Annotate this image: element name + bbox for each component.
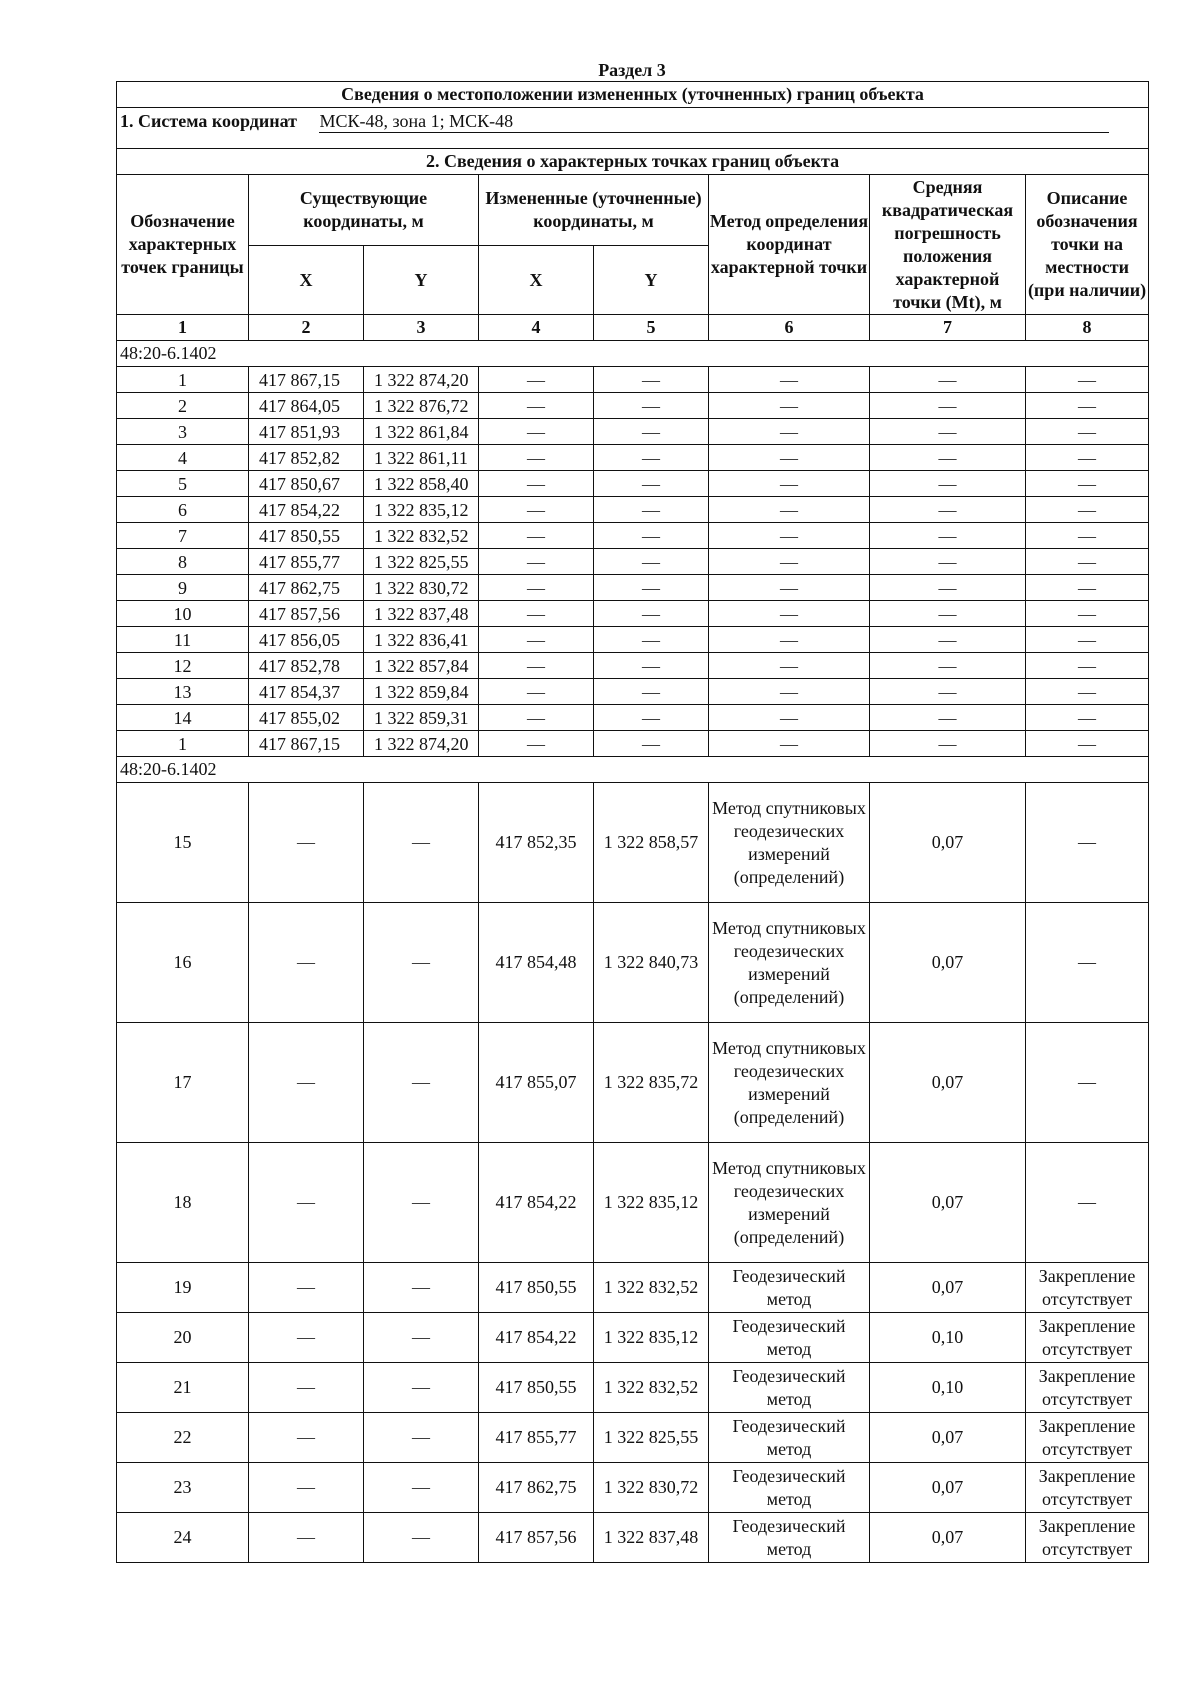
method: — [709,679,870,705]
changed-x: — [479,497,594,523]
existing-y: 1 322 835,12 [364,497,479,523]
method: Геодезический метод [709,1313,870,1363]
existing-y: 1 322 825,55 [364,549,479,575]
description: Закрепление отсутствует [1026,1513,1149,1563]
description: — [1026,445,1149,471]
changed-y: — [594,627,709,653]
table-row [117,705,1149,731]
mean-error: — [870,575,1026,601]
header-error: Средняя квадратическая погрешность положения характерной точки (Mt), м [870,175,1026,315]
changed-y: — [594,445,709,471]
existing-y: 1 322 858,40 [364,471,479,497]
mean-error: 0,07 [870,903,1026,1023]
existing-y: — [364,1023,479,1143]
mean-error: 0,07 [870,1413,1026,1463]
existing-y: 1 322 832,52 [364,523,479,549]
existing-x: — [249,1363,364,1413]
column-numbers-row [117,315,1149,341]
point-number: 21 [117,1363,249,1413]
changed-x: — [479,367,594,393]
method: — [709,575,870,601]
mean-error: 0,07 [870,1263,1026,1313]
changed-x: 417 855,77 [479,1413,594,1463]
section-title: Раздел 3 [598,60,666,80]
table-row [117,903,1149,1023]
table-row [117,1413,1149,1463]
point-number: 4 [117,445,249,471]
changed-y: 1 322 837,48 [594,1513,709,1563]
point-number: 11 [117,627,249,653]
changed-x: — [479,627,594,653]
table-row [117,653,1149,679]
changed-y: 1 322 835,12 [594,1313,709,1363]
existing-y: 1 322 857,84 [364,653,479,679]
point-number: 22 [117,1413,249,1463]
column-number: 3 [364,315,479,341]
method: — [709,653,870,679]
point-number: 15 [117,783,249,903]
changed-x: 417 854,48 [479,903,594,1023]
description: Закрепление отсутствует [1026,1263,1149,1313]
existing-x: 417 854,22 [249,497,364,523]
point-number: 10 [117,601,249,627]
existing-y: 1 322 876,72 [364,393,479,419]
method: Метод спутниковых геодезических измерений (определений) [709,783,870,903]
existing-x: 417 855,02 [249,705,364,731]
existing-y: — [364,1513,479,1563]
mean-error: — [870,653,1026,679]
point-number: 17 [117,1023,249,1143]
existing-x: 417 856,05 [249,627,364,653]
changed-x: — [479,393,594,419]
changed-y: — [594,549,709,575]
changed-x: — [479,679,594,705]
point-number: 1 [117,731,249,757]
existing-y: 1 322 861,84 [364,419,479,445]
method: — [709,627,870,653]
existing-x: 417 862,75 [249,575,364,601]
column-number: 4 [479,315,594,341]
table-row [117,497,1149,523]
point-number: 3 [117,419,249,445]
table-row [117,419,1149,445]
description: — [1026,601,1149,627]
mean-error: — [870,367,1026,393]
changed-x: 417 862,75 [479,1463,594,1513]
existing-x: — [249,903,364,1023]
changed-x: 417 854,22 [479,1313,594,1363]
header-method: Метод определения координат характерной точки [709,175,870,315]
description: Закрепление отсутствует [1026,1413,1149,1463]
point-number: 16 [117,903,249,1023]
description: — [1026,731,1149,757]
existing-y: — [364,1143,479,1263]
header-description: Описание обозначения точки на местности (при наличии) [1026,175,1149,315]
header-y-changed: Y [594,246,709,315]
changed-y: — [594,419,709,445]
changed-y: 1 322 825,55 [594,1413,709,1463]
header-x-existing: X [249,246,364,315]
point-number: 13 [117,679,249,705]
header-point-designation: Обозначение характерных точек границы [117,175,249,315]
existing-x: — [249,1313,364,1363]
existing-y: 1 322 874,20 [364,367,479,393]
changed-x: — [479,471,594,497]
table-row [117,1143,1149,1263]
existing-y: 1 322 861,11 [364,445,479,471]
changed-x: 417 854,22 [479,1143,594,1263]
point-number: 5 [117,471,249,497]
table-row [117,1023,1149,1143]
point-number: 18 [117,1143,249,1263]
changed-y: — [594,601,709,627]
table-row [117,445,1149,471]
table-title: Сведения о местоположении измененных (уточненных) границ объекта [117,82,1149,108]
table-row [117,601,1149,627]
coordinate-system-value: МСК-48, зона 1; МСК-48 [319,110,1109,133]
point-number: 2 [117,393,249,419]
table-row [117,1263,1149,1313]
method: — [709,523,870,549]
existing-y: — [364,1263,479,1313]
existing-y: 1 322 830,72 [364,575,479,601]
point-number: 7 [117,523,249,549]
points-title-row [117,149,1149,175]
points-title: 2. Сведения о характерных точках границ объекта [117,149,1149,175]
mean-error: 0,10 [870,1313,1026,1363]
existing-x: 417 854,37 [249,679,364,705]
description: — [1026,1143,1149,1263]
boundary-table [116,81,1149,1563]
coordinate-system-label: 1. Система координат [120,111,297,131]
changed-y: — [594,497,709,523]
existing-y: — [364,783,479,903]
existing-y: 1 322 874,20 [364,731,479,757]
description: — [1026,627,1149,653]
method: Геодезический метод [709,1363,870,1413]
existing-y: 1 322 837,48 [364,601,479,627]
table-row [117,393,1149,419]
mean-error: — [870,497,1026,523]
mean-error: 0,07 [870,1023,1026,1143]
mean-error: 0,07 [870,783,1026,903]
existing-x: 417 851,93 [249,419,364,445]
method: Геодезический метод [709,1263,870,1313]
mean-error: — [870,627,1026,653]
existing-x: 417 867,15 [249,367,364,393]
changed-y: 1 322 835,12 [594,1143,709,1263]
mean-error: — [870,445,1026,471]
mean-error: — [870,419,1026,445]
existing-x: — [249,1413,364,1463]
method: — [709,549,870,575]
table-row [117,679,1149,705]
changed-x: — [479,419,594,445]
description: — [1026,497,1149,523]
mean-error: 0,07 [870,1463,1026,1513]
column-number: 6 [709,315,870,341]
changed-y: 1 322 858,57 [594,783,709,903]
changed-x: 417 850,55 [479,1363,594,1413]
changed-x: — [479,731,594,757]
table-title-row [117,82,1149,108]
method: Метод спутниковых геодезических измерений (определений) [709,1143,870,1263]
table-row [117,627,1149,653]
description: — [1026,679,1149,705]
description: Закрепление отсутствует [1026,1463,1149,1513]
description: — [1026,783,1149,903]
changed-x: — [479,653,594,679]
table-row [117,575,1149,601]
existing-y: 1 322 836,41 [364,627,479,653]
existing-y: 1 322 859,31 [364,705,479,731]
method: — [709,393,870,419]
mean-error: — [870,601,1026,627]
mean-error: — [870,393,1026,419]
existing-x: — [249,1513,364,1563]
coordinate-system-row [117,108,1149,149]
point-number: 14 [117,705,249,731]
table-row [117,523,1149,549]
mean-error: — [870,471,1026,497]
method: Геодезический метод [709,1413,870,1463]
mean-error: 0,10 [870,1363,1026,1413]
method: Метод спутниковых геодезических измерений (определений) [709,1023,870,1143]
existing-y: — [364,1413,479,1463]
description: — [1026,419,1149,445]
existing-y: — [364,903,479,1023]
parcel-number: 48:20-6.1402 [117,341,1149,367]
existing-x: — [249,1023,364,1143]
method: — [709,705,870,731]
existing-x: 417 855,77 [249,549,364,575]
method: — [709,445,870,471]
point-number: 9 [117,575,249,601]
column-number: 5 [594,315,709,341]
existing-x: 417 850,55 [249,523,364,549]
description: — [1026,523,1149,549]
description: Закрепление отсутствует [1026,1363,1149,1413]
point-number: 19 [117,1263,249,1313]
parcel-row [117,341,1149,367]
table-row [117,731,1149,757]
mean-error: — [870,705,1026,731]
table-row [117,1313,1149,1363]
table-row [117,783,1149,903]
point-number: 20 [117,1313,249,1363]
changed-y: — [594,367,709,393]
changed-y: 1 322 832,52 [594,1263,709,1313]
changed-y: 1 322 832,52 [594,1363,709,1413]
existing-y: 1 322 859,84 [364,679,479,705]
changed-x: 417 855,07 [479,1023,594,1143]
changed-y: 1 322 835,72 [594,1023,709,1143]
existing-x: 417 850,67 [249,471,364,497]
description: — [1026,393,1149,419]
changed-x: — [479,445,594,471]
changed-y: — [594,731,709,757]
header-row-1 [117,175,1149,246]
existing-x: 417 852,78 [249,653,364,679]
method: — [709,471,870,497]
description: — [1026,653,1149,679]
point-number: 24 [117,1513,249,1563]
changed-x: 417 852,35 [479,783,594,903]
description: — [1026,705,1149,731]
header-existing-coords: Существующие координаты, м [249,175,479,246]
changed-y: — [594,393,709,419]
mean-error: 0,07 [870,1143,1026,1263]
description: — [1026,575,1149,601]
description: — [1026,1023,1149,1143]
method: Метод спутниковых геодезических измерений (определений) [709,903,870,1023]
mean-error: 0,07 [870,1513,1026,1563]
method: — [709,601,870,627]
mean-error: — [870,731,1026,757]
existing-y: — [364,1463,479,1513]
existing-x: — [249,1143,364,1263]
point-number: 12 [117,653,249,679]
header-y-existing: Y [364,246,479,315]
changed-x: — [479,601,594,627]
changed-y: — [594,653,709,679]
existing-x: — [249,1263,364,1313]
changed-y: — [594,471,709,497]
table-row [117,1363,1149,1413]
existing-x: — [249,1463,364,1513]
existing-x: 417 852,82 [249,445,364,471]
existing-x: 417 867,15 [249,731,364,757]
header-x-changed: X [479,246,594,315]
changed-x: — [479,523,594,549]
column-number: 2 [249,315,364,341]
changed-x: 417 857,56 [479,1513,594,1563]
changed-y: 1 322 840,73 [594,903,709,1023]
existing-x: — [249,783,364,903]
existing-x: 417 857,56 [249,601,364,627]
method: Геодезический метод [709,1513,870,1563]
changed-x: — [479,705,594,731]
table-row [117,1463,1149,1513]
table-row [117,1513,1149,1563]
description: — [1026,903,1149,1023]
column-number: 7 [870,315,1026,341]
point-number: 1 [117,367,249,393]
table-row [117,549,1149,575]
existing-y: — [364,1313,479,1363]
method: — [709,367,870,393]
table-row [117,471,1149,497]
point-number: 23 [117,1463,249,1513]
document [116,60,1148,1563]
method: Геодезический метод [709,1463,870,1513]
method: — [709,731,870,757]
changed-y: 1 322 830,72 [594,1463,709,1513]
description: — [1026,471,1149,497]
column-number: 8 [1026,315,1149,341]
mean-error: — [870,679,1026,705]
description: — [1026,549,1149,575]
parcel-row [117,757,1149,783]
existing-x: 417 864,05 [249,393,364,419]
changed-y: — [594,575,709,601]
header-changed-coords: Измененные (уточненные) координаты, м [479,175,709,246]
table-row [117,367,1149,393]
changed-x: — [479,575,594,601]
description: — [1026,367,1149,393]
method: — [709,419,870,445]
changed-y: — [594,523,709,549]
changed-y: — [594,679,709,705]
point-number: 6 [117,497,249,523]
mean-error: — [870,523,1026,549]
description: Закрепление отсутствует [1026,1313,1149,1363]
column-number: 1 [117,315,249,341]
point-number: 8 [117,549,249,575]
mean-error: — [870,549,1026,575]
existing-y: — [364,1363,479,1413]
changed-x: — [479,549,594,575]
changed-y: — [594,705,709,731]
method: — [709,497,870,523]
changed-x: 417 850,55 [479,1263,594,1313]
parcel-number: 48:20-6.1402 [117,757,1149,783]
